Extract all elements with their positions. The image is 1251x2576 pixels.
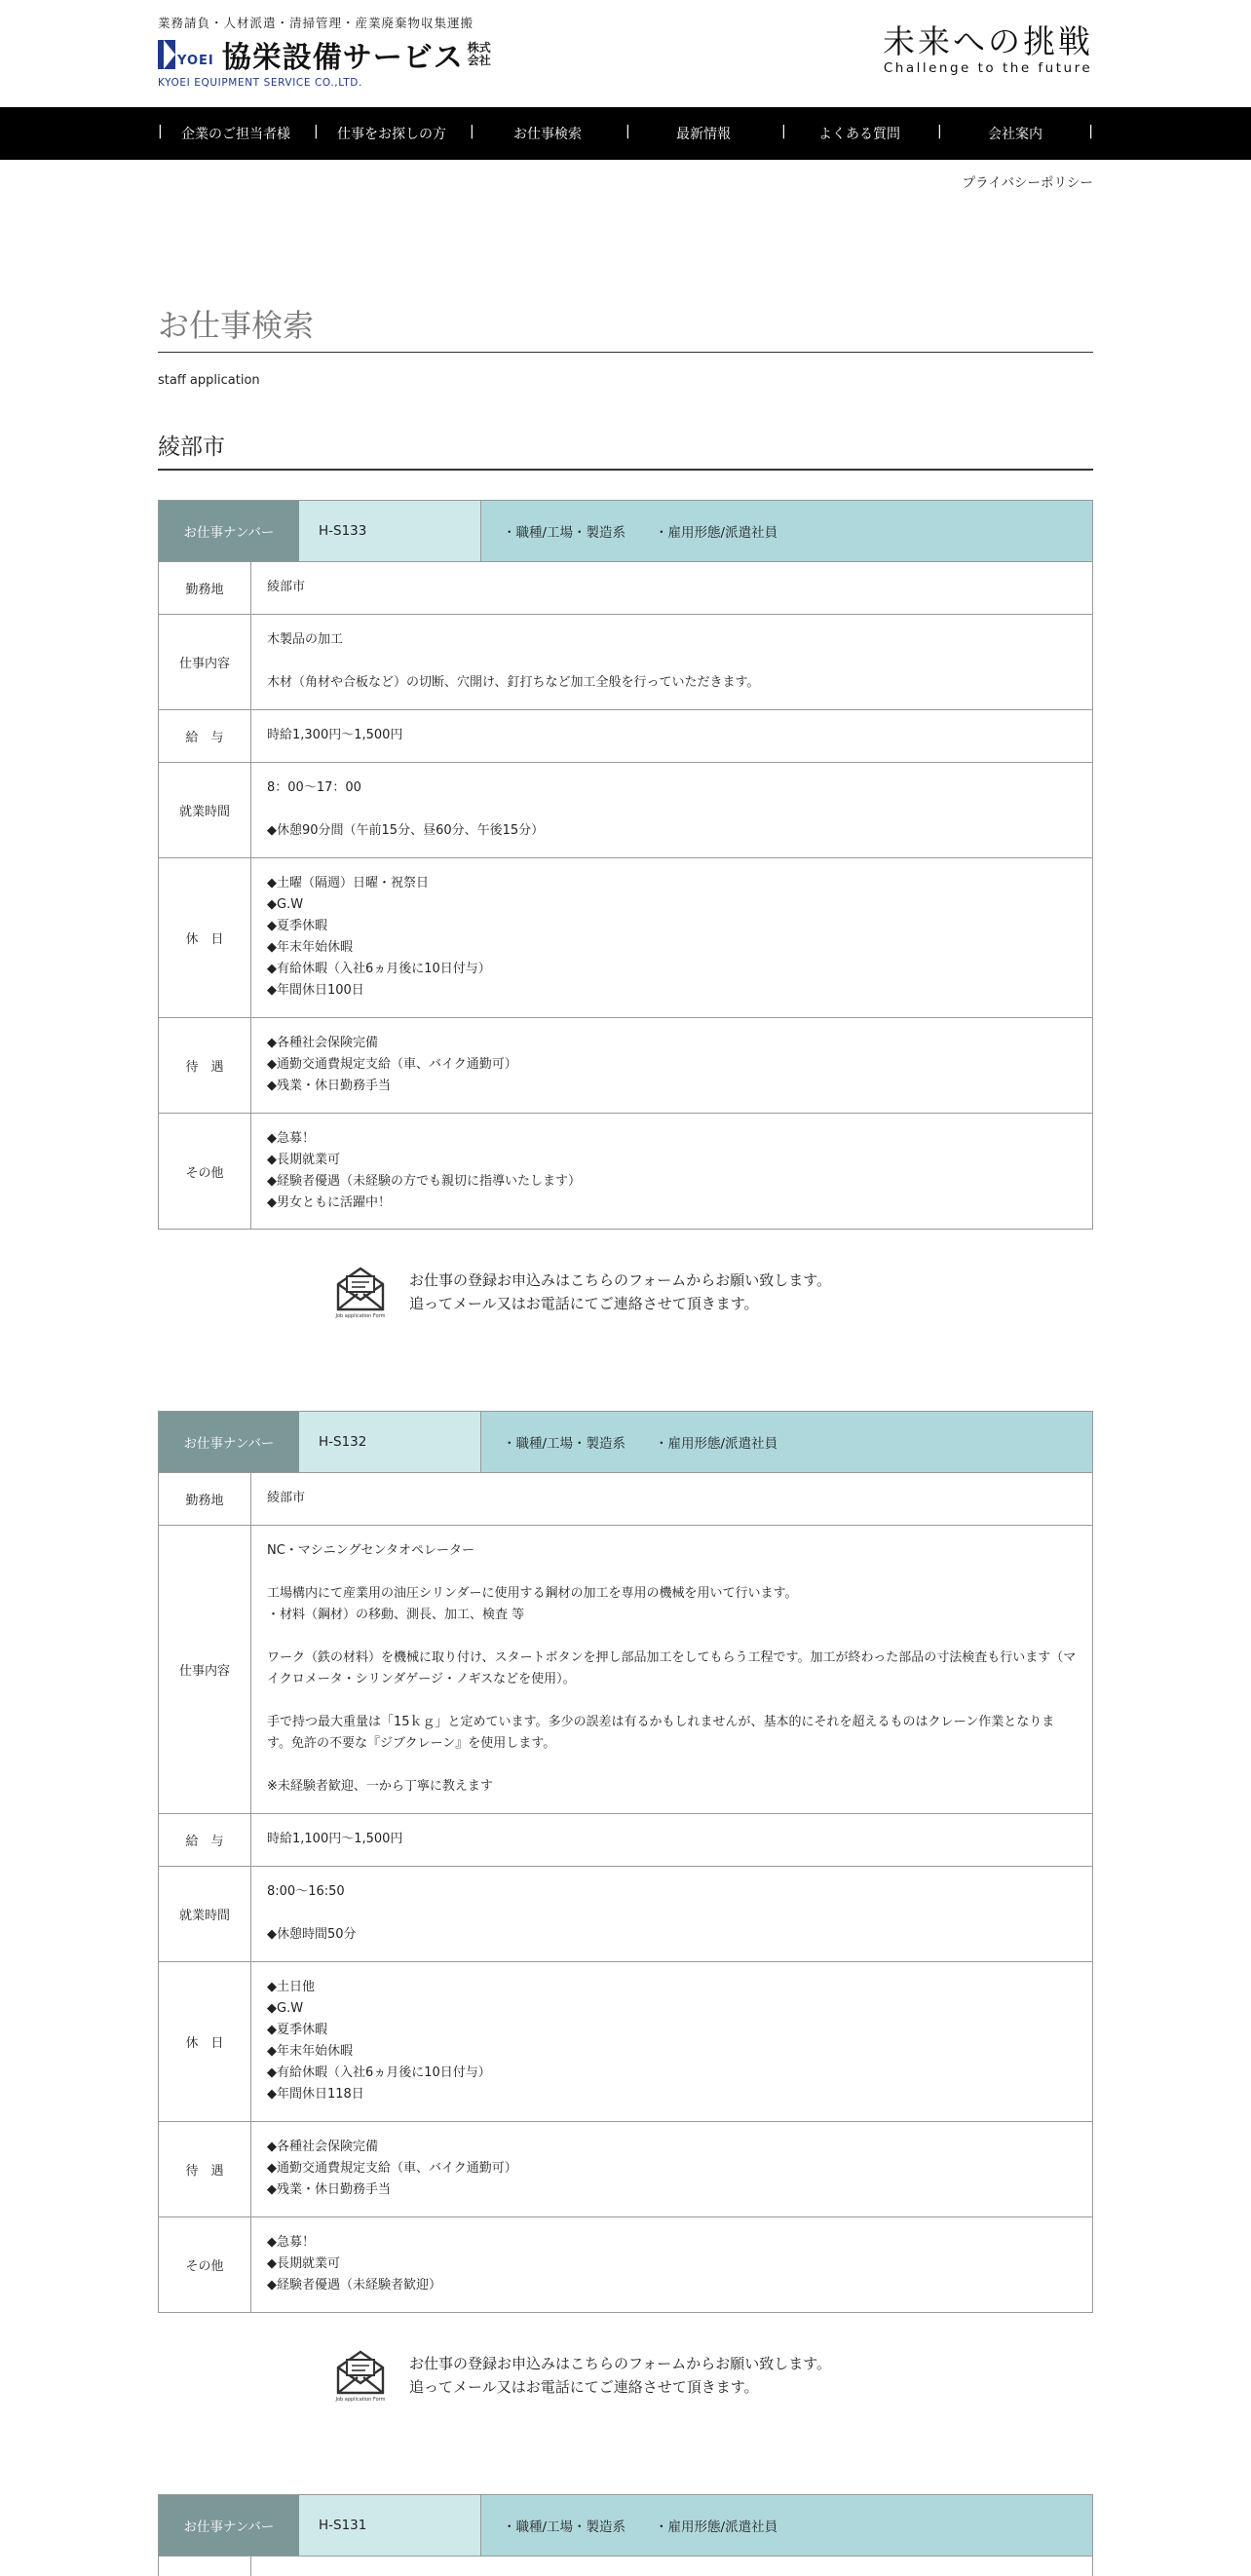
nav-item-corporate[interactable]: | 企業のご担当者様 [158,124,314,143]
other-label: その他 [159,2217,251,2312]
job-number: H-S132 [299,1412,480,1472]
hours-label: 就業時間 [159,763,251,857]
privacy-policy-link[interactable]: プライバシーポリシー [962,175,1093,191]
apply-text-line1: お仕事の登録お申込みはこちらのフォームからお願い致します。 [409,1271,832,1290]
salary-value: 時給1,300円～1,500円 [267,728,403,743]
employment-type-tag: ・雇用形態/派遣社員 [655,1436,778,1453]
company-suffix: 株式会社 [467,41,491,67]
company-name-en: KYOEI EQUIPMENT SERVICE CO.,LTD. [158,77,362,89]
location-label: 勤務地 [159,1473,251,1525]
job-number-label: お仕事ナンバー [159,2495,299,2556]
apply-text-line1: お仕事の登録お申込みはこちらのフォームからお願い致します。 [409,2355,832,2373]
salary-label: 給 与 [159,1814,251,1866]
description-label: 仕事内容 [159,615,251,709]
nav-item-job-search[interactable]: | お仕事検索 [470,124,626,143]
other-label: その他 [159,1114,251,1229]
job-number-label: お仕事ナンバー [159,501,299,561]
logo-tagline: 業務請負・人材派遣・清掃管理・産業廃棄物収集運搬 [158,16,474,30]
envelope-icon[interactable]: Job application Form [329,2348,392,2410]
salary-label: 給 与 [159,710,251,762]
company-name: 協栄設備サービス [221,41,464,75]
job-card [158,500,1093,1230]
job-number: H-S131 [299,2495,480,2556]
main-nav [0,107,1251,160]
slogan-en: Challenge to the future [883,60,1093,76]
benefits-value: ◆各種社会保険完備 ◆通勤交通費規定支給（車、バイク通勤可） ◆残業・休日勤務手当 [267,2140,517,2198]
other-value: ◆急募！ ◆長期就業可 ◆経験者優遇（未経験者歓迎） [267,2235,441,2293]
job-header [159,1412,1092,1472]
location-value: 綾部市 [267,1491,306,1506]
job-card [158,1411,1093,2313]
job-card [158,2494,1093,2576]
benefits-value: ◆各種社会保険完備 ◆通勤交通費規定支給（車、バイク通勤可） ◆残業・休日勤務手当 [267,1036,517,1094]
job-header [159,501,1092,561]
company-logo[interactable] [158,14,548,89]
holidays-label: 休 日 [159,858,251,1017]
description-value: NC・マシニングセンタオペレーター 工場構内にて産業用の油圧シリンダーに使用する鋼材の加工を専用の機械を用いて行います。 ・材料（鋼材）の移動、測長、加工、検査 等 ワーク（鉄の材料）を機械に取り付け、スタートボタンを押し部品加工をしてもらう工程です。加工が終わった部品の寸法検査も行います（マイクロメータ・シリンダゲージ・ノギスなどを使用）。 手で持つ最大重量は「15ｋｇ」と定めています。多少の誤差は有るかもしれませんが、基本的にそれを超えるものはクレーン作業となります。免許の不要な『ジブクレーン』を使用します。 ※未経験者歓迎、一から丁寧に教えます [267,1543,1077,1795]
holidays-value: ◆土日他 ◆G.W ◆夏季休暇 ◆年末年始休暇 ◆有給休暇（入社6ヵ月後に10日付与） ◆年間休日118日 [267,1980,491,2102]
nav-item-company[interactable]: | 会社案内 | [937,124,1093,143]
holidays-value: ◆土曜（隔週）日曜・祝祭日 ◆G.W ◆夏季休暇 ◆年末年始休暇 ◆有給休暇（入社6ヵ月後に10日付与） ◆年間休日100日 [267,876,491,999]
job-category-tag: ・職種/工場・製造系 [503,525,626,542]
city-heading: 綾部市 [158,429,1093,471]
hours-value: 8:00～16:50 ◆休憩時間50分 [267,1884,357,1943]
job-number: H-S133 [299,501,480,561]
description-label: 仕事内容 [159,1526,251,1813]
apply-text-line2: 追ってメール又はお電話にてご連絡させて頂きます。 [409,1295,759,1313]
description-value: 木製品の加工 木材（角材や合板など）の切断、穴開け、釘打ちなど加工全般を行っていただきます。 [267,632,760,691]
hours-label: 就業時間 [159,1867,251,1961]
page-title: お仕事検索 [158,301,1093,353]
job-category-tag: ・職種/工場・製造系 [503,2519,626,2536]
location-label: 勤務地 [159,562,251,614]
job-application-link[interactable] [329,1265,1093,1327]
job-application-link[interactable] [329,2348,1093,2410]
benefits-label: 待 遇 [159,1018,251,1113]
salary-value: 時給1,100円～1,500円 [267,1832,403,1847]
hours-value: 8：00～17：00 ◆休憩90分間（午前15分、昼60分、午後15分） [267,780,545,839]
job-category-tag: ・職種/工場・製造系 [503,1436,626,1453]
envelope-icon[interactable]: Job application Form [329,1265,392,1327]
other-value: ◆急募！ ◆長期就業可 ◆経験者優遇（未経験の方でも親切に指導いたします） ◆男女ともに活躍中！ [267,1131,581,1211]
holidays-label: 休 日 [159,1962,251,2121]
employment-type-tag: ・雇用形態/派遣社員 [655,2519,778,2536]
page-subtitle: staff application [158,373,260,389]
kyoei-mark-icon: YOEI [158,40,214,69]
site-header [0,0,1251,107]
nav-item-news[interactable]: | 最新情報 [626,124,781,143]
slogan [883,23,1093,76]
nav-item-faq[interactable]: | よくある質問 [781,124,937,143]
nav-item-job-seekers[interactable]: | 仕事をお探しの方 [314,124,470,143]
apply-text-line2: 追ってメール又はお電話にてご連絡させて頂きます。 [409,2378,759,2397]
job-header [159,2495,1092,2556]
job-number-label: お仕事ナンバー [159,1412,299,1472]
employment-type-tag: ・雇用形態/派遣社員 [655,525,778,542]
slogan-jp: 未来への挑戦 [883,22,1093,60]
benefits-label: 待 遇 [159,2122,251,2216]
location-value: 綾部市 [267,580,306,595]
